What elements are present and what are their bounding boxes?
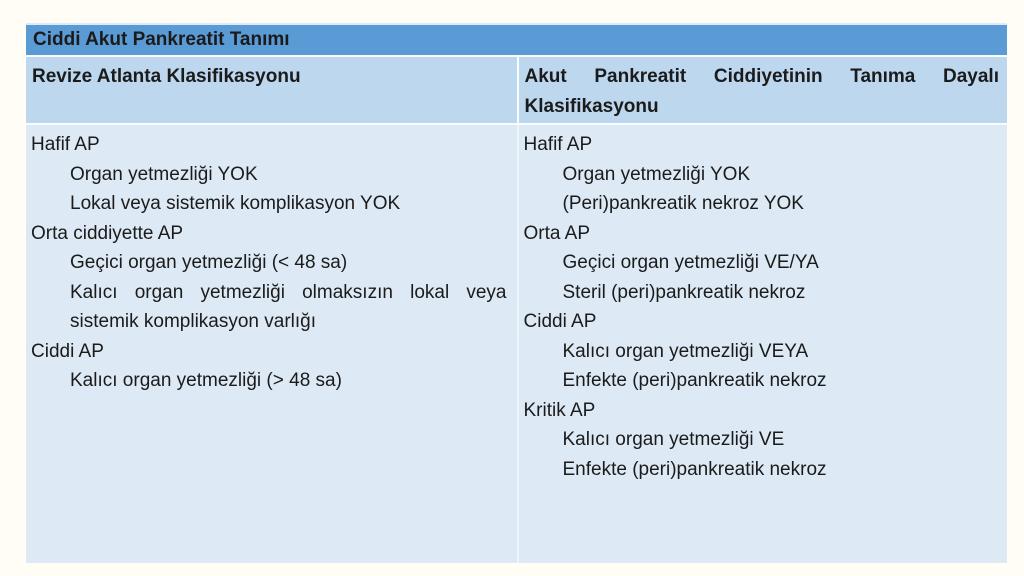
header-tanima-dayali-klasifikasyon: Akut Pankreatit Ciddiyetinin Tanıma Dayalı Klasifikasyonu: [517, 57, 1008, 123]
list-item: Enfekte (peri)pankreatik nekroz: [562, 458, 827, 480]
list-item: Ciddi AP: [31, 340, 104, 362]
list-item: (Peri)pankreatik nekroz YOK: [562, 193, 804, 214]
column-headers-row: [26, 55, 1007, 123]
list-item: Lokal veya sistemik komplikasyon YOK: [70, 193, 401, 214]
list-item: Organ yetmezliği YOK: [70, 163, 258, 185]
list-item: Kalıcı organ yetmezliği VE: [562, 429, 785, 450]
severity-definition-table: [26, 23, 1007, 563]
header-revize-atlanta-klasifikasyonu: Revize Atlanta Klasifikasyonu: [32, 66, 301, 87]
list-item: Organ yetmezliği YOK: [562, 163, 751, 185]
list-item: Orta ciddiyette AP: [31, 222, 184, 244]
list-item: Geçici organ yetmezliği VE/YA: [562, 252, 819, 273]
table-title-row: [26, 25, 1007, 55]
list-item: Geçici organ yetmezliği (< 48 sa): [70, 252, 348, 273]
body-tanima-dayali-klasifikasyon: [517, 125, 1008, 563]
list-item: Kalıcı organ yetmezliği olmaksızın lokal veya sistemik komplikasyon varlığı: [70, 281, 507, 332]
list-item: Orta AP: [523, 222, 591, 244]
list-item: Hafif AP: [523, 134, 593, 155]
list-item: Kalıcı organ yetmezliği (> 48 sa): [70, 370, 342, 391]
list-item: Kritik AP: [523, 399, 596, 421]
table-body-row: [26, 123, 1007, 563]
list-item: Enfekte (peri)pankreatik nekroz: [562, 370, 827, 391]
body-revize-atlanta-klasifikasyonu: [26, 125, 517, 563]
list-item: Steril (peri)pankreatik nekroz: [562, 281, 806, 303]
table-title: Ciddi Akut Pankreatit Tanımı: [33, 29, 290, 50]
list-item: Kalıcı organ yetmezliği VEYA: [562, 340, 809, 362]
list-item: Ciddi AP: [523, 311, 597, 332]
list-item: Hafif AP: [31, 134, 100, 155]
